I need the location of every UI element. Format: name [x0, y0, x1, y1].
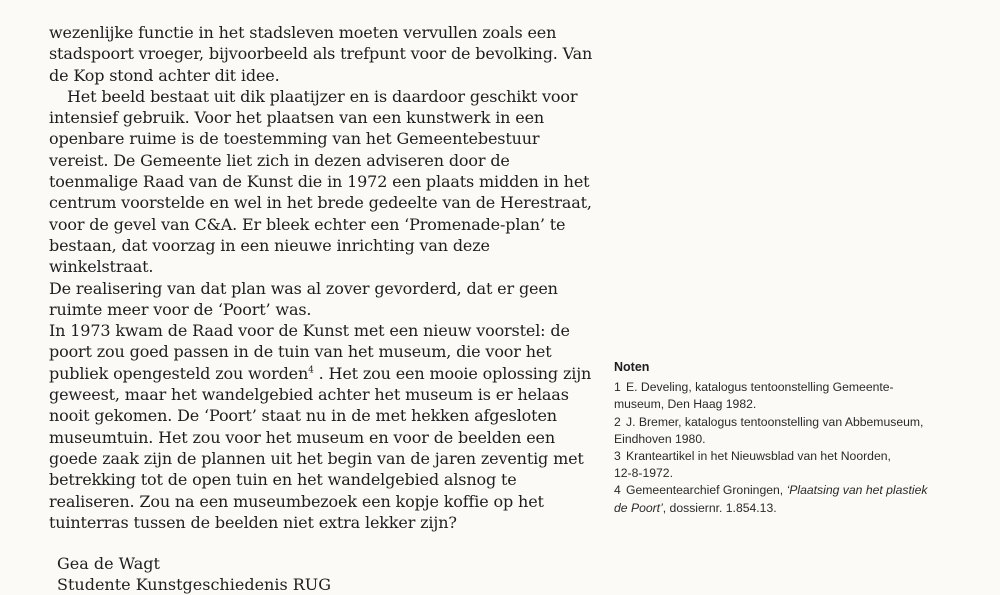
note-3: [614, 448, 974, 482]
text-line: poort zou goed passen in de tuin van het museum, die voor het: [49, 342, 552, 362]
text-line: intensief gebruik. Voor het plaatsen van een kunstwerk in een: [49, 108, 545, 128]
text-line: betrekking tot de open tuin en het wandelgebied alsnog te: [49, 470, 517, 490]
note-2: [614, 414, 974, 448]
note-text: Kranteartikel in het Nieuwsblad van het Noorden,: [626, 449, 891, 464]
text-line: geweest, maar het wandelgebied achter het museum is er helaas: [49, 385, 569, 405]
text-line: In 1973 kwam de Raad voor de Kunst met een nieuw voorstel: de: [49, 321, 570, 341]
text-line: centrum voorstelde en wel in het brede gedeelte van de Herestraat,: [49, 193, 592, 213]
note-number: 3: [614, 449, 621, 464]
text-line: publiek opengesteld zou worden: [49, 363, 309, 383]
footnote-reference: 4: [308, 365, 314, 376]
article-body: [49, 22, 594, 533]
note-number: 2: [614, 414, 621, 429]
note-text-italic: ‘Plaatsing van het plastiek: [786, 483, 928, 498]
paragraph-2: [49, 86, 594, 320]
author-role: Studente Kunstgeschiedenis RUG: [57, 575, 332, 594]
text-line: stadspoort vroeger, bijvoorbeeld als trefpunt voor de bevolking. Van: [49, 44, 593, 64]
note-text: , dossiernr. 1.854.13.: [662, 500, 777, 515]
note-number: 4: [614, 483, 621, 498]
note-text: J. Bremer, katalogus tentoonstelling van Abbemuseum,: [626, 414, 924, 429]
text-line: openbare ruime is de toestemming van het Gemeentebestuur: [49, 129, 540, 149]
author-signature: [57, 553, 331, 595]
note-text: Eindhoven 1980.: [614, 431, 706, 446]
paragraph-3: [49, 320, 594, 533]
text-line: goede zaak zijn de plannen uit het begin van de jaren zeventig met: [49, 448, 584, 468]
text-line: voor de gevel van C&A. Er bleek echter een ‘Promenade-plan’ te: [49, 214, 566, 234]
text-line: vereist. De Gemeente liet zich in dezen adviseren door de: [49, 150, 510, 170]
text-line: wezenlijke functie in het stadsleven moeten vervullen zoals een: [49, 23, 557, 42]
text-line: Het beeld bestaat uit dik plaatijzer en is daardoor geschikt voor: [67, 86, 578, 106]
note-text-continued: [614, 500, 974, 517]
text-line: toenmalige Raad van de Kunst die in 1972 een plaats midden in het: [49, 172, 590, 192]
note-text: E. Develing, katalogus tentoonstelling Gemeente-: [626, 380, 894, 395]
text-line: museumtuin. Het zou voor het museum en voor de beelden een: [49, 427, 556, 447]
note-1: [614, 379, 974, 413]
text-line: realiseren. Zou na een museumbezoek een kopje koffie op het: [49, 491, 544, 511]
text-line: de Kop stond achter dit idee.: [49, 65, 280, 85]
note-text: museum, Den Haag 1982.: [614, 397, 757, 412]
note-text: 12-8-1972.: [614, 466, 673, 481]
note-text: Gemeentearchief Groningen,: [626, 483, 787, 498]
note-4: [614, 482, 974, 516]
text-line: tuinterras tussen de beelden niet extra lekker zijn?: [49, 512, 457, 532]
text-line: ruimte meer voor de ‘Poort’ was.: [49, 299, 312, 319]
text-line: De realisering van dat plan was al zover gevorderd, dat er geen: [49, 278, 558, 298]
note-text-italic: de Poort’: [614, 500, 663, 515]
text-line: nooit gekomen. De ‘Poort’ staat nu in de met hekken afgesloten: [49, 406, 557, 426]
notes-title: Noten: [614, 360, 650, 374]
paragraph-1: [49, 22, 594, 86]
text-line: bestaan, dat voorzag in een nieuwe inrichting van deze winkelstraat.: [49, 235, 490, 277]
text-line: . Het zou een mooie oplossing zijn: [313, 363, 592, 383]
author-name: Gea de Wagt: [57, 554, 160, 573]
note-number: 1: [614, 380, 621, 395]
notes-section: [614, 359, 974, 517]
